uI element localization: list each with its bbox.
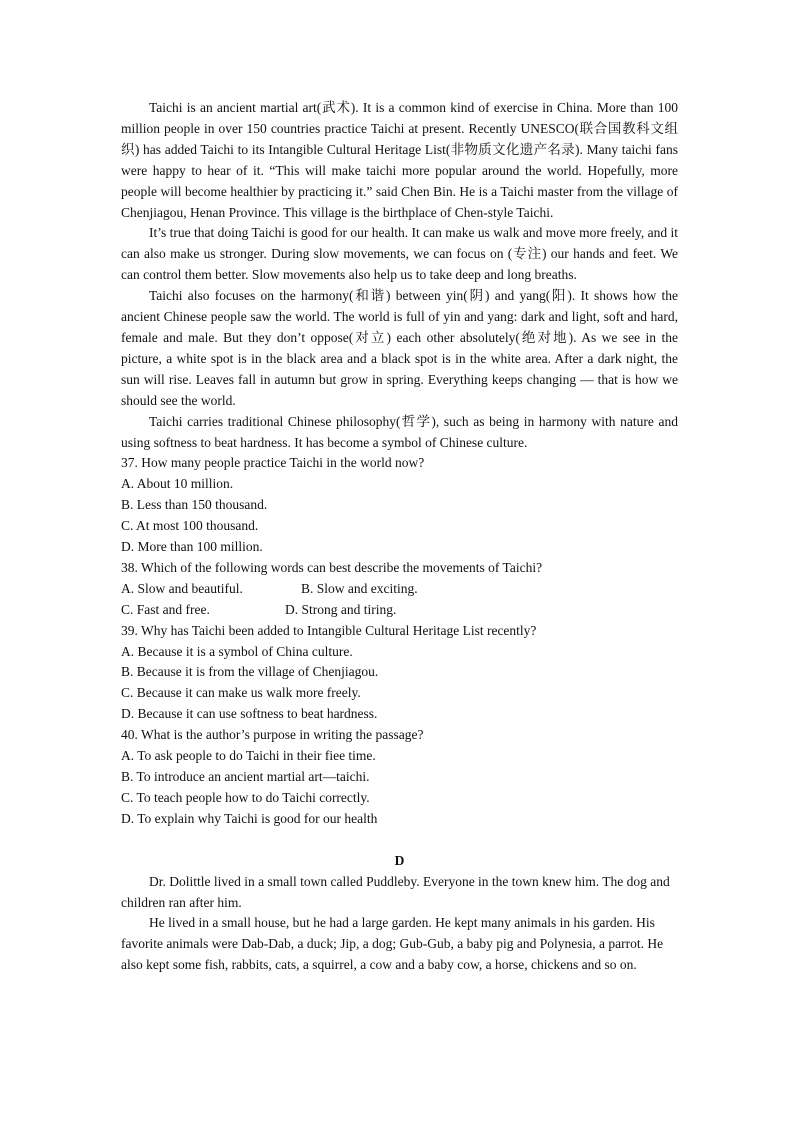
passage-c-paragraph-2: It’s true that doing Taichi is good for our health. It can make us walk and move more freely, and it can also make us stronger. During slow movements, we can focus on (专注) our hands and feet. We can control them better. Slow movements also help us to take deep and long breaths. bbox=[121, 225, 678, 283]
passage-c-paragraph-1: Taichi is an ancient martial art(武术). It is a common kind of exercise in China. More than 100 million people in over 150 countries practice Taichi at present. Recently UNESCO(联合国教科文组织) has added Taichi to its Intangible Cultural Heritage List(非物质文化遗产名录). Many taichi fans were happy to hear of it. “This will make taichi more popular around the world. Hopefully, more people will become healthier by practicing it.” said Chen Bin. He is a Taichi master from the village of Chenjiagou, Henan Province. This village is the birthplace of Chen-style Taichi. bbox=[121, 100, 678, 220]
passage-c-paragraph-4: Taichi carries traditional Chinese philosophy(哲学), such as being in harmony with nature and using softness to beat hardness. It has become a symbol of Chinese culture. bbox=[121, 413, 678, 450]
passage-c bbox=[121, 98, 678, 453]
question-38-options-row-2 bbox=[121, 600, 678, 621]
question-37-option-a: A. About 10 million. bbox=[121, 476, 234, 492]
question-37-option-d: D. More than 100 million. bbox=[121, 539, 263, 555]
question-40-option-c: C. To teach people how to do Taichi correctly. bbox=[121, 789, 370, 805]
question-38-option-b: B. Slow and exciting. bbox=[301, 580, 418, 596]
question-39-stem: 39. Why has Taichi been added to Intangible Cultural Heritage List recently? bbox=[121, 622, 537, 638]
question-37 bbox=[121, 453, 678, 558]
question-39-option-c: C. Because it can make us walk more freely. bbox=[121, 685, 361, 701]
passage-c-paragraph-3: Taichi also focuses on the harmony(和谐) between yin(阴) and yang(阳). It shows how the ancient Chinese people saw the world. The world is full of yin and yang: dark and light, soft and hard, female and male. But they don’t oppose(对立) each other absolutely(绝对地). As we see in the picture, a white spot is in the black area and a black spot is in the white area. After a dark night, the sun will rise. Leaves fall in autumn but grow in spring. Everything keeps changing — that is how we should see the world. bbox=[121, 288, 678, 408]
question-40-option-b: B. To introduce an ancient martial art—taichi. bbox=[121, 769, 370, 784]
question-38-options-row-1 bbox=[121, 579, 678, 600]
question-39-option-d: D. Because it can use softness to beat hardness. bbox=[121, 706, 378, 722]
question-39 bbox=[121, 621, 678, 726]
question-38-option-d: D. Strong and tiring. bbox=[285, 601, 397, 617]
section-heading: D bbox=[394, 852, 405, 868]
question-38 bbox=[121, 558, 678, 621]
question-39-option-b: B. Because it is from the village of Chenjiagou. bbox=[121, 664, 379, 680]
question-37-stem: 37. How many people practice Taichi in the world now? bbox=[121, 455, 425, 471]
passage-d-paragraph-2: He lived in a small house, but he had a large garden. He kept many animals in his garden. His favorite animals were Dab-Dab, a duck; Jip, a dog; Gub-Gub, a baby pig and Polynesia, a parrot. He also kept some fish, rabbits, cats, a squirrel, a cow and a baby cow, a horse, chickens and so on. bbox=[121, 915, 664, 973]
passage-d bbox=[121, 851, 678, 976]
question-38-stem: 38. Which of the following words can best describe the movements of Taichi? bbox=[121, 559, 543, 575]
question-40 bbox=[121, 725, 678, 830]
question-40-stem: 40. What is the author’s purpose in writing the passage? bbox=[121, 727, 424, 743]
question-40-option-d: D. To explain why Taichi is good for our health bbox=[121, 810, 378, 826]
question-37-option-c: C. At most 100 thousand. bbox=[121, 518, 259, 534]
question-40-option-a: A. To ask people to do Taichi in their fiee time. bbox=[121, 748, 376, 764]
question-39-option-a: A. Because it is a symbol of China culture. bbox=[121, 643, 353, 659]
passage-d-paragraph-1: Dr. Dolittle lived in a small town called Puddleby. Everyone in the town knew him. The dog and children ran after him. bbox=[121, 873, 670, 910]
question-38-option-a: A. Slow and beautiful. bbox=[121, 580, 243, 596]
question-37-option-b: B. Less than 150 thousand. bbox=[121, 497, 268, 513]
question-38-option-c: C. Fast and free. bbox=[121, 601, 210, 617]
page-content bbox=[121, 98, 678, 976]
